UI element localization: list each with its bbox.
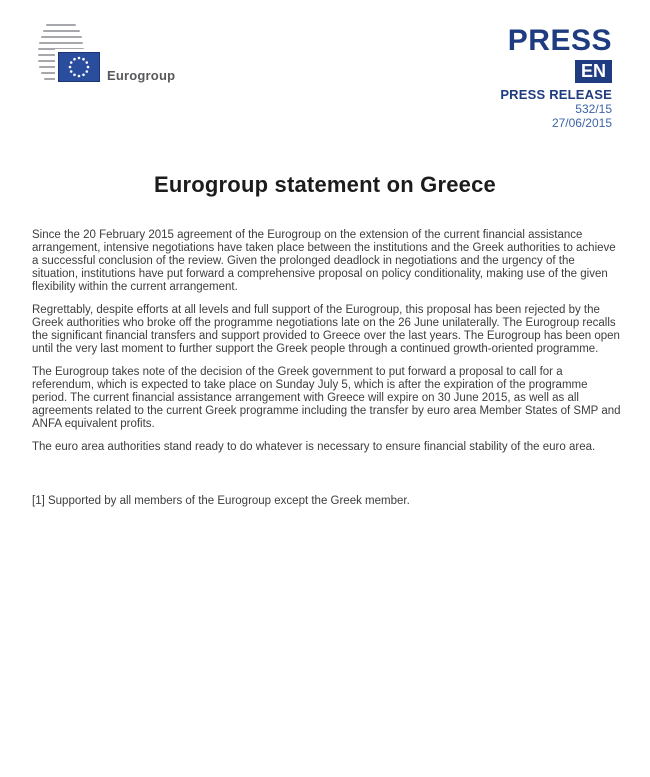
press-release-date: 27/06/2015 bbox=[551, 116, 612, 131]
page-title: Eurogroup statement on Greece bbox=[154, 172, 496, 197]
footnote: [1] Supported by all members of the Eurogroup except the Greek member. bbox=[32, 495, 410, 507]
eu-flag-icon bbox=[58, 52, 100, 82]
language-badge: EN bbox=[575, 60, 612, 83]
eurogroup-logo bbox=[38, 22, 278, 92]
statement-paragraph: The euro area authorities stand ready to do whatever is necessary to ensure financial stability of the euro area. bbox=[32, 441, 596, 453]
press-release-label: PRESS RELEASE bbox=[500, 87, 612, 102]
statement-body bbox=[32, 229, 622, 508]
statement-paragraph: The Eurogroup takes note of the decision of the Greek government to put forward a proposal to call for a referendum, which is expected to take place on Sunday July 5, which is after the expiration of the programme period. The current financial assistance arrangement with Greece will expire on 30 June 2015, as well as all agreements related to the current Greek programme including the transfer by euro area Member States of SMP and ANFA equivalent profits. bbox=[32, 366, 621, 430]
press-title: PRESS bbox=[507, 24, 612, 57]
statement-paragraph: Since the 20 February 2015 agreement of the Eurogroup on the extension of the current financial assistance arrangement, intensive negotiations have taken place between the institutions and the Greek authorities to achieve a successful conclusion of the review. Given the prolonged deadlock in negotiations and the urgency of the situation, institutions have put forward a comprehensive proposal on policy conditionality, making use of the given flexibility within the current arrangement. bbox=[32, 229, 616, 293]
press-release-number: 532/15 bbox=[575, 102, 612, 116]
press-block bbox=[500, 26, 612, 130]
logo-label: Eurogroup bbox=[107, 68, 176, 83]
statement-paragraph: Regrettably, despite efforts at all levels and full support of the Eurogroup, this proposal has been rejected by the Greek authorities who broke off the programme negotiations late on the 26 June unilaterally. The Eurogroup recalls the significant financial transfers and support provided to Greece over the last years. The Eurogroup has been open until the very last moment to further support the Greek people through a continued growth-oriented programme. bbox=[32, 304, 620, 355]
